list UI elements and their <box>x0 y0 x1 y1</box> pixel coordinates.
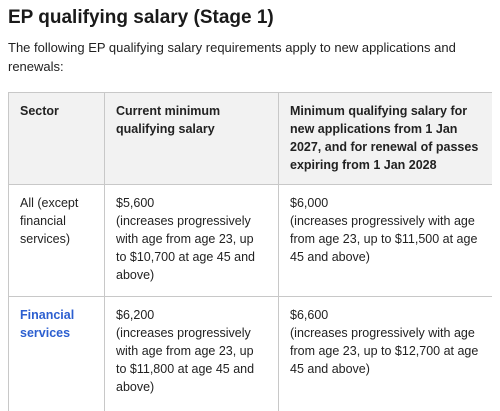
salary-note: (increases progressively with age from age 23, up to $10,700 at age 45 and above) <box>116 214 256 282</box>
salary-amount: $5,600 <box>116 196 155 210</box>
sector-cell <box>9 297 105 411</box>
salary-note: (increases progressively with age from age 23, up to $11,500 at age 45 and above) <box>290 214 478 264</box>
salary-note: (increases progressively with age from age 23, up to $12,700 at age 45 and above) <box>290 326 479 376</box>
salary-note: (increases progressively with age from age 23, up to $11,800 at age 45 and above) <box>116 326 255 394</box>
table-row <box>9 297 493 411</box>
salary-table <box>8 92 492 411</box>
header-current-salary: Current minimum qualifying salary <box>105 93 279 185</box>
salary-amount: $6,600 <box>290 308 329 322</box>
salary-amount: $6,200 <box>116 308 155 322</box>
page-title: EP qualifying salary (Stage 1) <box>8 7 274 28</box>
current-salary-cell <box>105 297 279 411</box>
table-row <box>9 185 493 297</box>
new-salary-cell <box>279 297 493 411</box>
header-new-salary: Minimum qualifying salary for new applications from 1 Jan 2027, and for renewal of passes expiring from 1 Jan 2028 <box>279 93 493 185</box>
table-header-row <box>9 93 493 185</box>
header-sector: Sector <box>9 93 105 185</box>
salary-table-container <box>8 92 492 411</box>
intro-text: The following EP qualifying salary requirements apply to new applications and renewals: <box>8 40 456 74</box>
current-salary-cell <box>105 185 279 297</box>
financial-services-link[interactable]: Financial services <box>20 308 75 340</box>
salary-amount: $6,000 <box>290 196 329 210</box>
new-salary-cell <box>279 185 493 297</box>
sector-cell: All (except financial services) <box>9 185 105 297</box>
